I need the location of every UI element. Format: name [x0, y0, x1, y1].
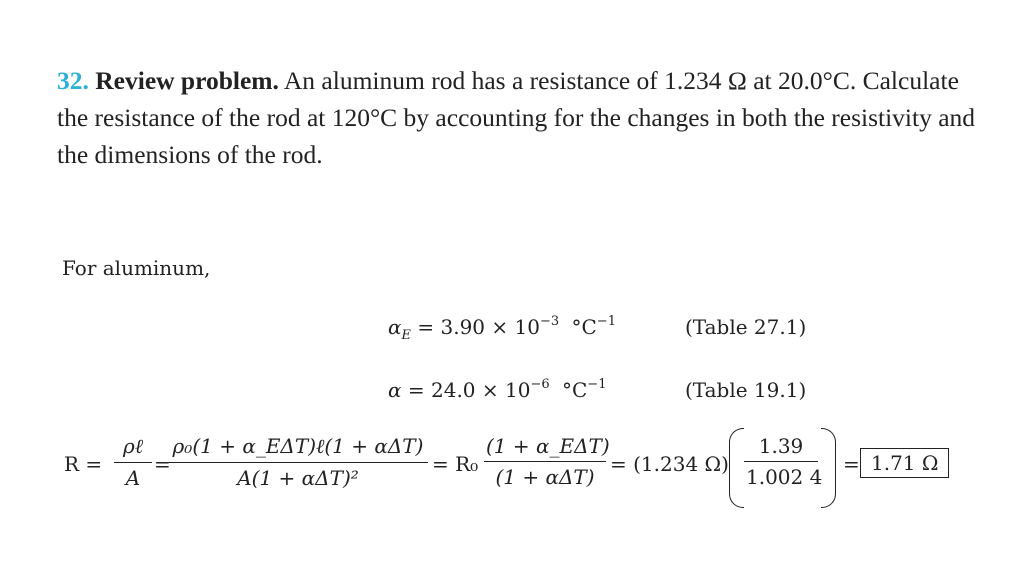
fraction-3-denominator: (1 + αΔT) — [495, 465, 595, 489]
alpha-e-value: = 3.90 × 10 — [417, 315, 540, 339]
eq-lhs: R = — [64, 452, 103, 476]
fraction-4-bar — [744, 461, 818, 462]
left-paren — [729, 428, 744, 508]
fraction-1-numerator: ρℓ — [122, 434, 144, 458]
eq-sign-1: = — [154, 452, 171, 476]
alpha-line — [388, 378, 606, 402]
alpha-e-line — [388, 314, 616, 343]
fraction-rho-l-over-a — [114, 434, 152, 490]
alpha-exponent: −6 — [530, 377, 550, 392]
fraction-3-bar — [484, 461, 606, 462]
alpha-e-unit: °C — [571, 315, 597, 339]
problem-text: An aluminum rod has a resistance of 1.234 Ω at 20.0°C. Calculate the resistance of the rod at 120°C by accounting for the changes in both the resistivity and the dimensions of the rod. — [57, 66, 976, 169]
alpha-value: = 24.0 × 10 — [407, 378, 531, 402]
fraction-1-bar — [114, 462, 152, 463]
result-box: 1.71 Ω — [860, 448, 949, 478]
alpha-e-exponent: −3 — [539, 314, 560, 329]
fraction-ratio — [484, 434, 610, 489]
fraction-4-denominator: 1.002 4 — [746, 465, 823, 489]
resistance-equation — [64, 428, 964, 508]
alpha-e-reference: (Table 27.1) — [685, 315, 807, 339]
fraction-1-denominator: A — [125, 466, 141, 490]
alpha-unit-exponent: −1 — [587, 377, 607, 392]
alpha-unit: °C — [561, 378, 588, 402]
fraction-3-numerator: (1 + α_EΔT) — [486, 434, 610, 458]
eq-sign-3: = (1.234 Ω) — [610, 452, 729, 476]
eq-sign-4: = — [843, 452, 860, 476]
fraction-4-numerator: 1.39 — [758, 434, 804, 458]
fraction-2-bar — [168, 462, 428, 463]
problem-number: 32. — [57, 66, 89, 95]
alpha-reference: (Table 19.1) — [685, 378, 807, 402]
fraction-expanded — [168, 434, 428, 490]
problem-title: Review problem. — [95, 66, 279, 95]
alpha-e-symbol: α — [388, 315, 402, 339]
problem-statement — [57, 62, 977, 173]
fraction-2-denominator: A(1 + αΔT)² — [237, 466, 359, 490]
alpha-symbol: α — [388, 378, 402, 402]
solution-intro: For aluminum, — [62, 256, 211, 280]
eq-sign-2: = R₀ — [432, 452, 479, 476]
fraction-numeric — [744, 434, 823, 489]
right-paren — [821, 428, 836, 508]
alpha-e-unit-exponent: −1 — [596, 314, 616, 329]
alpha-e-subscript: E — [401, 328, 412, 343]
fraction-2-numerator: ρ₀(1 + α_EΔT)ℓ(1 + αΔT) — [172, 434, 424, 458]
